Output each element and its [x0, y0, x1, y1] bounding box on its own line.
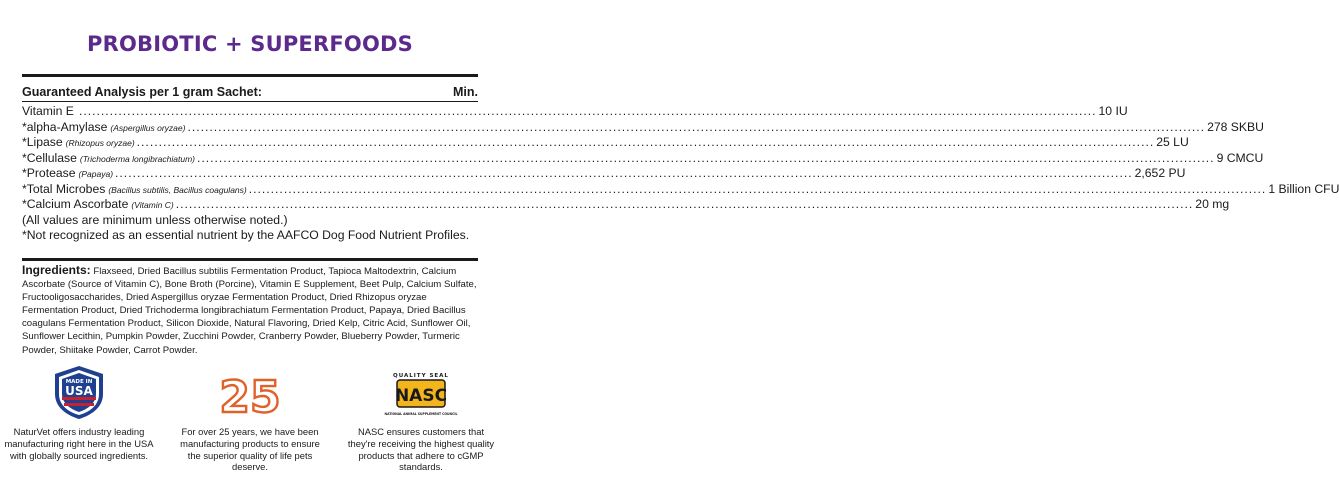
analysis-row — [22, 150, 1264, 167]
min-label: Min. — [453, 85, 478, 99]
thick-rule-bottom — [22, 258, 478, 261]
nasc-badge-text: NASC ensures customers that they're receiving the highest quality products that adhere to cGMP standards. — [347, 426, 495, 473]
dot-leader — [176, 197, 1194, 211]
ingredients-section — [22, 264, 478, 357]
page-title: PROBIOTIC + SUPERFOODS — [87, 32, 413, 56]
analysis-row — [22, 166, 1186, 182]
nutrient-source: (Bacillus subtilis, Bacillus coagulans) — [108, 184, 247, 195]
analysis-row — [22, 119, 1264, 136]
nutrient-value: 10 IU — [1098, 104, 1128, 118]
years-logo-number: 25 — [219, 372, 281, 423]
ingredients-label: Ingredients: — [22, 263, 91, 277]
nutrient-value: 278 SKBU — [1207, 119, 1264, 134]
25-years-icon — [215, 368, 285, 423]
nutrient-source: (Trichoderma longibrachiatum) — [79, 153, 195, 164]
usa-logo-top: MADE IN — [65, 379, 93, 385]
years-badge-text: For over 25 years, we have been manufacturing products to ensure the superior quality of life pets deserve. — [180, 426, 320, 473]
analysis-table — [22, 104, 1339, 244]
dot-leader — [249, 182, 1267, 196]
nutrient-value: 25 LU — [1156, 135, 1189, 149]
nutrient-source: (Rhizopus oryzae) — [65, 138, 135, 148]
nasc-logo-main: NASC — [394, 386, 448, 406]
aafco-note: *Not recognized as an essential nutrient by the AAFCO Dog Food Nutrient Profiles. — [22, 228, 470, 242]
nutrient-name: *alpha-Amylase — [22, 119, 108, 134]
dot-leader — [79, 104, 1097, 118]
made-in-usa-shield-icon — [51, 364, 107, 420]
analysis-row — [22, 181, 1339, 198]
nutrient-name: *Lipase — [22, 135, 63, 149]
nutrient-name: Vitamin E — [22, 104, 74, 118]
nutrient-source: (Aspergillus oryzae) — [110, 122, 186, 133]
nutrient-value: 20 mg — [1195, 197, 1230, 211]
nasc-seal-icon — [384, 368, 458, 420]
nutrient-value: 1 Billion CFU — [1268, 181, 1339, 196]
dot-leader — [197, 151, 1215, 165]
analysis-row — [22, 197, 1230, 213]
dot-leader — [137, 135, 1155, 149]
nutrient-value: 2,652 PU — [1134, 166, 1186, 180]
nasc-quality-seal-badge — [346, 368, 496, 473]
analysis-row — [22, 104, 1128, 120]
ingredients-text: Flaxseed, Dried Bacillus subtilis Fermentation Product, Tapioca Maltodextrin, Calcium Ascorbate (Source of Vitamin C), Bone Broth (Porcine), Vitamin E Supplement, Beet Pulp, Calcium Sulfate, Fructooligosaccharides, Dried Aspergillus oryzae Fermentation Product, Dried Rhizopus oryzae Fermentation Product, Dried Trichoderma longibrachiatum Fermentation Product, Papaya, Dried Bacillus coagulans Fermentation Product, Silicon Dioxide, Natural Flavoring, Dried Kelp, Citric Acid, Sunflower Oil, Sunflower Lecithin, Pumpkin Powder, Zucchini Powder, Cranberry Powder, Blueberry Powder, Turmeric Powder, Shiitake Powder, Carrot Powder. — [22, 266, 477, 356]
nutrient-source: (Papaya) — [78, 169, 114, 179]
nutrient-name: *Calcium Ascorbate — [22, 197, 129, 211]
nutrient-name: *Cellulase — [22, 150, 77, 165]
thin-rule — [22, 101, 478, 102]
nasc-logo-top: QUALITY SEAL — [393, 373, 449, 379]
nutrient-name: *Total Microbes — [22, 181, 106, 196]
nutrient-value: 9 CMCU — [1216, 150, 1264, 165]
usa-badge-text: NaturVet offers industry leading manufacturing right here in the USA with globally sourced ingredients. — [4, 426, 154, 461]
analysis-heading: Guaranteed Analysis per 1 gram Sachet: — [22, 85, 262, 99]
dot-leader — [187, 120, 1205, 134]
minimum-note: (All values are minimum unless otherwise noted.) — [22, 212, 288, 227]
nutrient-name: *Protease — [22, 166, 76, 180]
analysis-header — [22, 85, 478, 99]
25-years-badge — [175, 368, 325, 473]
trust-badges — [0, 368, 500, 500]
nasc-logo-bottom: NATIONAL ANIMAL SUPPLEMENT COUNCIL — [384, 412, 458, 416]
dot-leader — [115, 166, 1133, 180]
made-in-usa-badge — [4, 368, 154, 461]
usa-logo-main: USA — [65, 384, 93, 398]
nutrient-source: (Vitamin C) — [131, 200, 174, 210]
analysis-row — [22, 135, 1189, 151]
thick-rule-top — [22, 74, 478, 77]
